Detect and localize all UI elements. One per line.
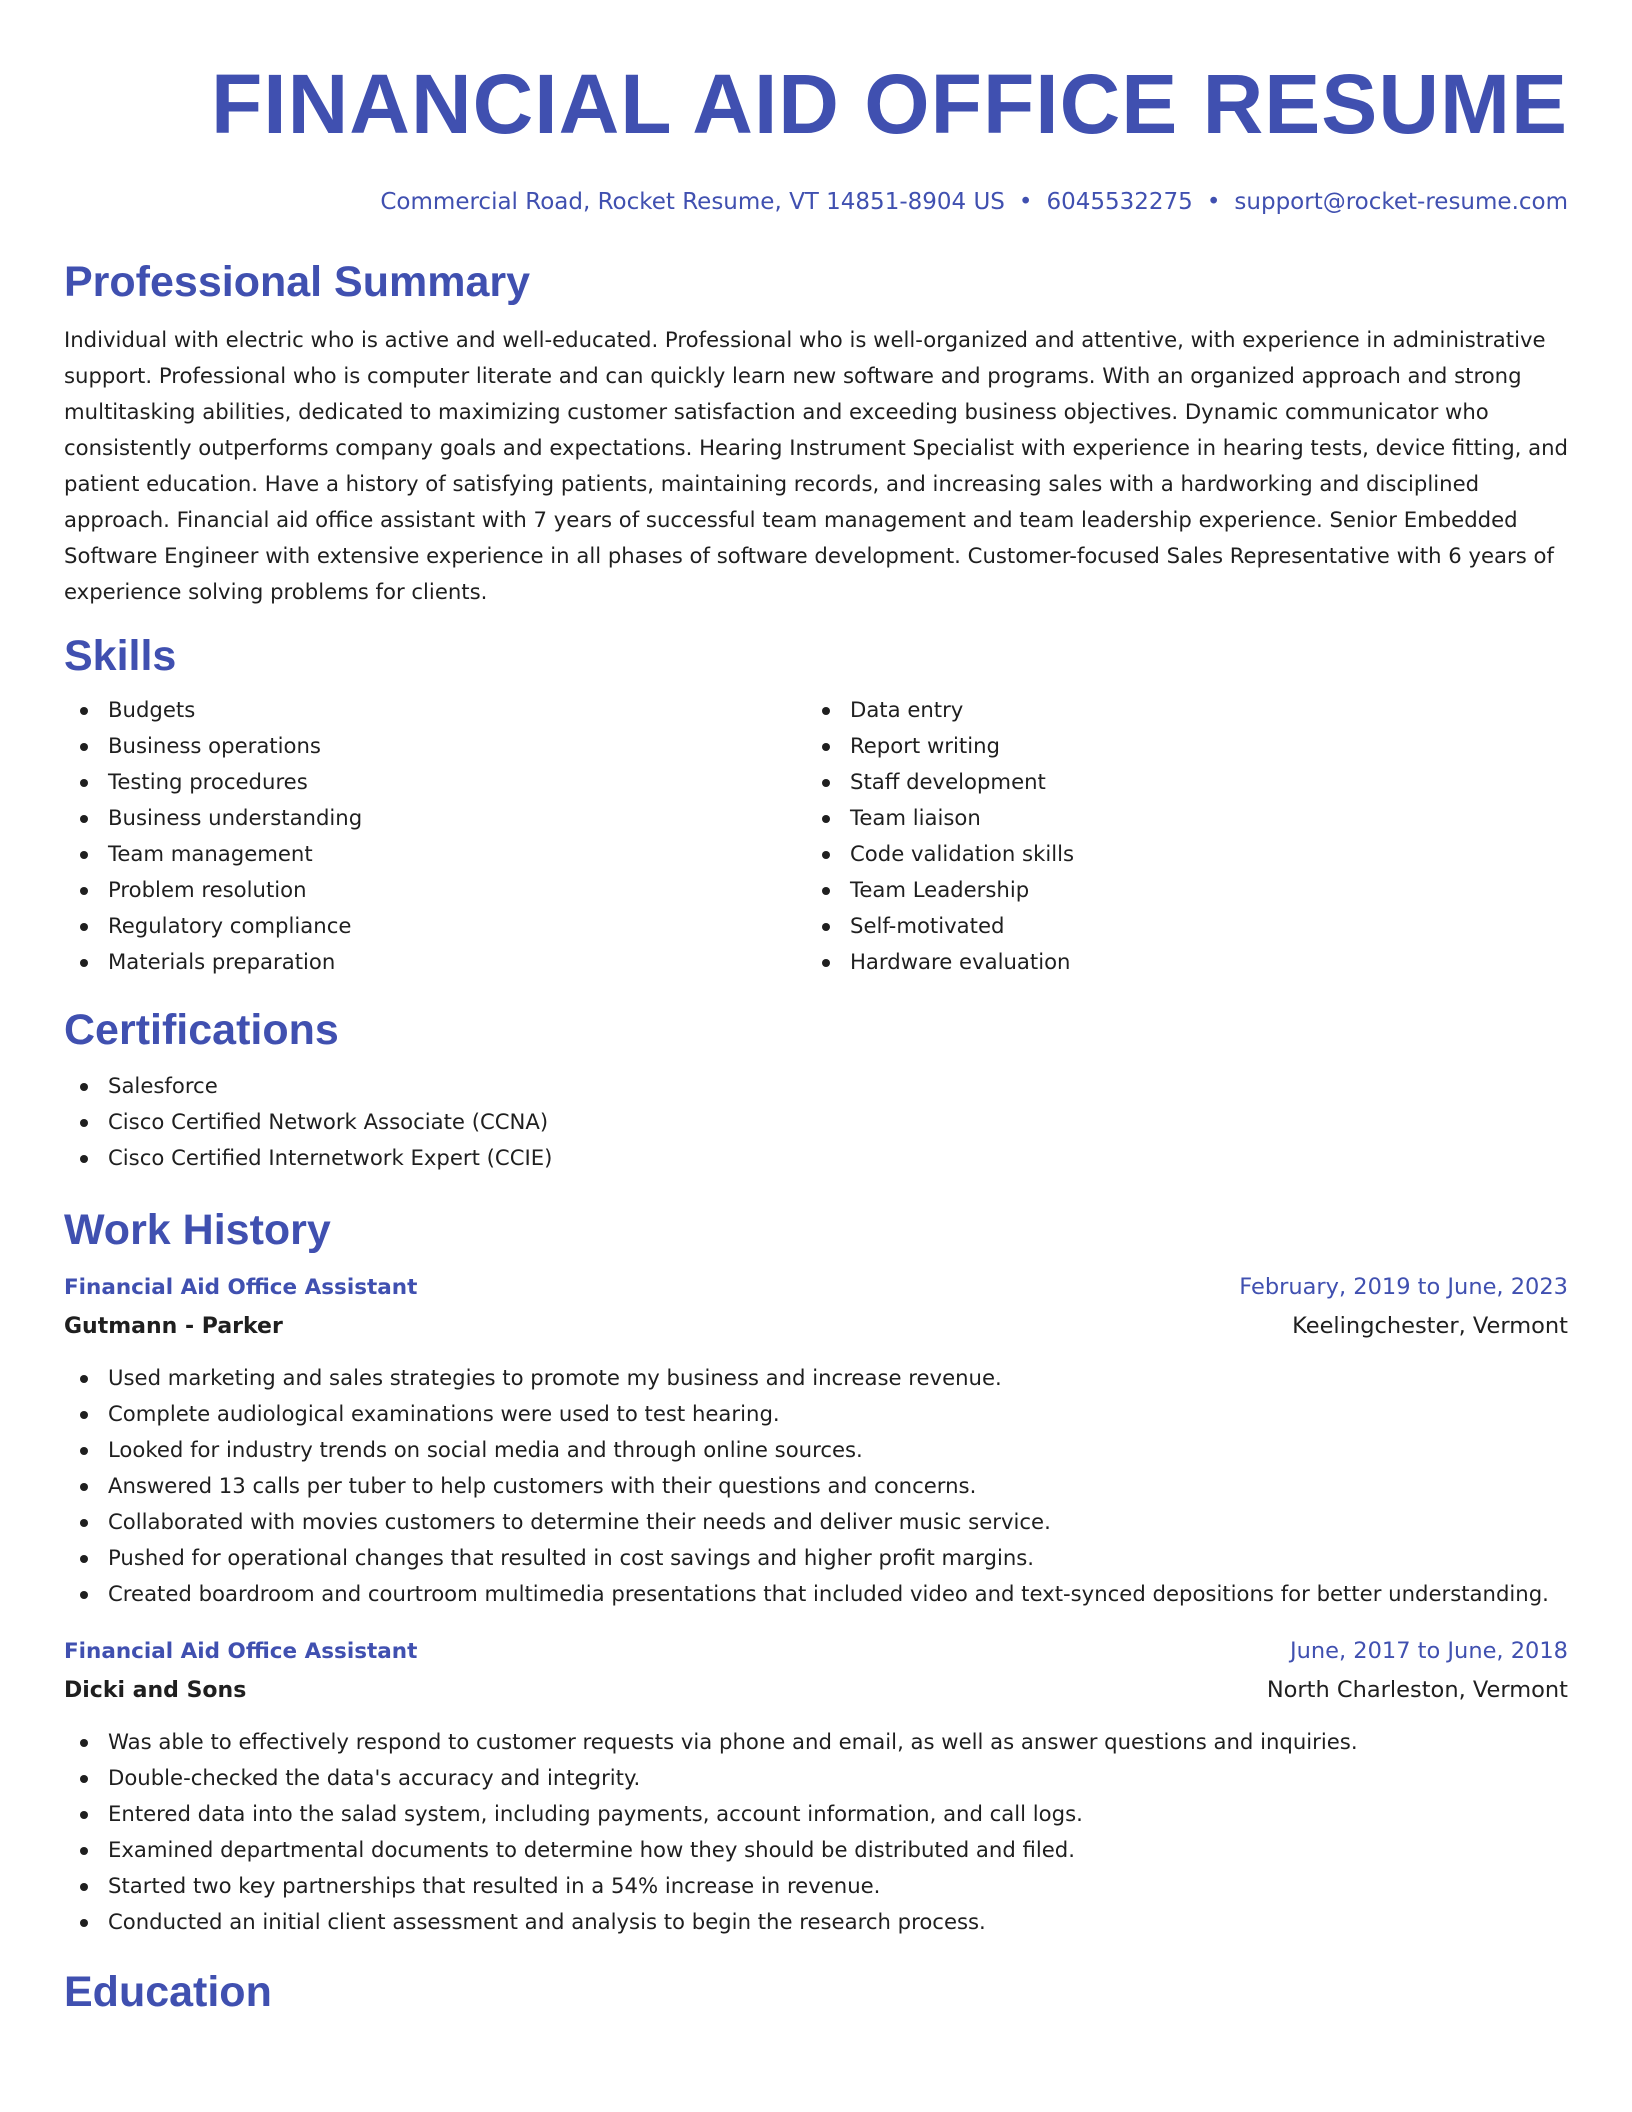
skill-item: Business operations	[64, 728, 806, 764]
contact-separator: •	[1018, 189, 1033, 215]
skill-item: Self-motivated	[806, 908, 1548, 944]
job-duty-item: Pushed for operational changes that resulted in cost savings and higher profit margins.	[64, 1540, 1568, 1576]
job-subheader	[64, 1307, 1568, 1346]
skill-item: Staff development	[806, 764, 1548, 800]
skill-item: Team Leadership	[806, 872, 1548, 908]
job-header	[64, 1632, 1568, 1671]
skill-item: Report writing	[806, 728, 1548, 764]
job-duty-item: Entered data into the salad system, including payments, account information, and call logs.	[64, 1796, 1568, 1832]
certification-item: Cisco Certified Internetwork Expert (CCIE)	[64, 1140, 1568, 1176]
resume-page	[64, 0, 1568, 2018]
contact-separator: •	[1206, 189, 1221, 215]
job-title: Financial Aid Office Assistant	[64, 1275, 418, 1300]
job-duty-item: Double-checked the data's accuracy and integrity.	[64, 1760, 1568, 1796]
job-duty-item: Answered 13 calls per tuber to help customers with their questions and concerns.	[64, 1468, 1568, 1504]
contact-address: Commercial Road, Rocket Resume, VT 14851-8904 US	[380, 189, 1005, 215]
skill-item: Business understanding	[64, 800, 806, 836]
skill-item: Problem resolution	[64, 872, 806, 908]
job-duty-item: Looked for industry trends on social media and through online sources.	[64, 1432, 1568, 1468]
resume-title: FINANCIAL AID OFFICE RESUME	[210, 57, 1568, 151]
job-location: Keelingchester, Vermont	[1292, 1313, 1568, 1339]
skills-column-right	[806, 692, 1548, 980]
job-entry	[64, 1268, 1568, 1612]
job-duty-item: Examined departmental documents to determine how they should be distributed and filed.	[64, 1832, 1568, 1868]
job-title: Financial Aid Office Assistant	[64, 1639, 418, 1664]
job-dates: February, 2019 to June, 2023	[1239, 1274, 1568, 1300]
contact-email[interactable]: support@rocket-resume.com	[1234, 189, 1568, 215]
job-duty-item: Used marketing and sales strategies to promote my business and increase revenue.	[64, 1360, 1568, 1396]
skill-item: Team management	[64, 836, 806, 872]
job-header	[64, 1268, 1568, 1307]
contact-line	[64, 186, 1568, 218]
job-duties-list	[64, 1724, 1568, 1940]
certification-item: Cisco Certified Network Associate (CCNA)	[64, 1104, 1568, 1140]
certification-item: Salesforce	[64, 1068, 1568, 1104]
skills-column-left	[64, 692, 806, 980]
skill-item: Data entry	[806, 692, 1548, 728]
skill-item: Materials preparation	[64, 944, 806, 980]
certifications-list	[64, 1068, 1568, 1176]
job-duty-item: Collaborated with movies customers to determine their needs and deliver music service.	[64, 1504, 1568, 1540]
job-company: Gutmann - Parker	[64, 1314, 283, 1339]
job-duty-item: Conducted an initial client assessment and analysis to begin the research process.	[64, 1904, 1568, 1940]
skill-item: Team liaison	[806, 800, 1548, 836]
job-dates: June, 2017 to June, 2018	[1289, 1638, 1568, 1664]
job-duties-list	[64, 1360, 1568, 1612]
job-duty-item: Started two key partnerships that resulted in a 54% increase in revenue.	[64, 1868, 1568, 1904]
skill-item: Code validation skills	[806, 836, 1548, 872]
skill-item: Regulatory compliance	[64, 908, 806, 944]
job-duty-item: Created boardroom and courtroom multimedia presentations that included video and text-synced depositions for better understanding.	[64, 1576, 1568, 1612]
skill-item: Budgets	[64, 692, 806, 728]
skills-heading: Skills	[64, 632, 177, 680]
skill-item: Hardware evaluation	[806, 944, 1548, 980]
education-heading: Education	[64, 1968, 272, 2016]
job-duty-item: Was able to effectively respond to customer requests via phone and email, as well as answer questions and inquiries.	[64, 1724, 1568, 1760]
job-location: North Charleston, Vermont	[1266, 1677, 1568, 1703]
skills-list	[64, 692, 1568, 980]
summary-text: Individual with electric who is active and well-educated. Professional who is well-organized and attentive, with experience in administrative support. Professional who is computer literate and can quickly learn new software and programs. With an organized approach and strong multitasking abilities, dedicated to maximizing customer satisfaction and exceeding business objectives. Dynamic communicator who consistently outperforms company goals and expectations. Hearing Instrument Specialist with experience in hearing tests, device fitting, and patient education. Have a history of satisfying patients, maintaining records, and increasing sales with a hardworking and disciplined approach. Financial aid office assistant with 7 years of successful team management and team leadership experience. Senior Embedded Software Engineer with extensive experience in all phases of software development. Customer-focused Sales Representative with 6 years of experience solving problems for clients.	[64, 327, 1568, 604]
contact-phone: 6045532275	[1046, 189, 1193, 215]
certifications-heading: Certifications	[64, 1006, 339, 1054]
summary-heading: Professional Summary	[64, 258, 531, 306]
job-company: Dicki and Sons	[64, 1678, 247, 1703]
skill-item: Testing procedures	[64, 764, 806, 800]
work-history-heading: Work History	[64, 1206, 331, 1254]
job-subheader	[64, 1671, 1568, 1710]
job-entry	[64, 1632, 1568, 1940]
job-duty-item: Complete audiological examinations were used to test hearing.	[64, 1396, 1568, 1432]
